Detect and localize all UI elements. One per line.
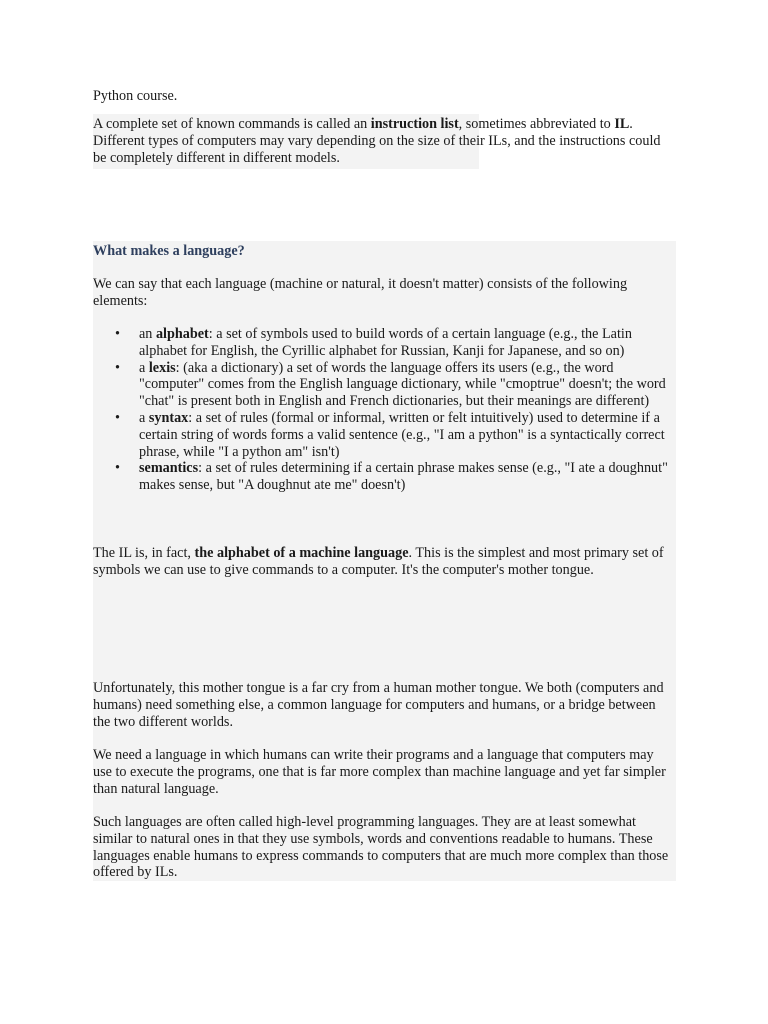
language-elements-list xyxy=(93,326,676,494)
section-heading: What makes a language? xyxy=(93,243,245,259)
list-item-term: syntax xyxy=(148,409,189,426)
list-item xyxy=(93,460,676,494)
il-text-before: The IL is, in fact, xyxy=(93,545,195,561)
bullet-icon: • xyxy=(115,326,120,342)
intro-bold-il: IL xyxy=(614,116,630,132)
mother-tongue-paragraph: Unfortunately, this mother tongue is a far cry from a human mother tongue. We both (computers and humans) need something else, a common language for computers and humans, or a bridge between the two different worlds. xyxy=(93,680,664,730)
intro-text-after: . Different types of computers may vary depending on the size of their ILs, and the instructions could be completely different in different models. xyxy=(93,116,661,166)
il-bold-alphabet: the alphabet of a machine language xyxy=(194,545,409,561)
list-item-prefix: a xyxy=(139,359,149,376)
bullet-icon: • xyxy=(115,409,120,426)
list-item-term: lexis xyxy=(148,359,176,376)
high-level-languages-paragraph: Such languages are often called high-level programming languages. They are at least somewhat similar to natural ones in that they use symbols, words and conventions readable to humans. These languages enable humans to express commands to computers that are much more complex than those offered by ILs. xyxy=(93,814,669,881)
language-need-paragraph: We need a language in which humans can write their programs and a language that computers may use to execute the programs, one that is far more complex than machine language and yet far simpler than natural language. xyxy=(93,747,666,797)
elements-intro-paragraph: We can say that each language (machine or natural, it doesn't matter) consists of the following elements: xyxy=(93,276,628,309)
intro-bold-instruction-list: instruction list xyxy=(370,116,459,132)
list-item xyxy=(93,360,676,410)
bullet-icon: • xyxy=(115,359,120,376)
list-item xyxy=(93,326,676,360)
list-item-text: : a set of rules (formal or informal, written or felt intuitively) used to determine if a certain string of words forms a valid sentence (e.g., "I am a python" is a syntactically correct phrase, while "I a python am" isn't) xyxy=(139,409,665,460)
list-item xyxy=(93,410,676,460)
intro-paragraph xyxy=(93,116,663,166)
list-item-text: : a set of rules determining if a certain phrase makes sense (e.g., "I ate a doughnut" makes sense, but "A doughnut ate me" doesn't) xyxy=(139,460,668,494)
bullet-icon: • xyxy=(115,460,120,477)
list-item-prefix: a xyxy=(139,409,149,426)
document-title: Python course. xyxy=(93,88,178,104)
list-item-text: : (aka a dictionary) a set of words the language offers its users (e.g., the word "computer" comes from the English language dictionary, while "cmoptrue" doesn't; the word "chat" is present both in English and French dictionaries, but their meanings are different) xyxy=(139,359,666,410)
intro-text-before: A complete set of known commands is called an xyxy=(93,116,371,132)
il-text-after: . This is the simplest and most primary set of symbols we can use to give commands to a computer. It's the computer's mother tongue. xyxy=(93,545,664,578)
list-item-term: semantics xyxy=(139,460,199,477)
list-item-term: alphabet xyxy=(155,326,209,342)
list-item-text: : a set of symbols used to build words of a certain language (e.g., the Latin alphabet for English, the Cyrillic alphabet for Russian, Kanji for Japanese, and so on) xyxy=(139,326,632,359)
list-item-prefix: an xyxy=(139,326,156,342)
il-alphabet-paragraph xyxy=(93,545,676,579)
intro-text-middle: , sometimes abbreviated to xyxy=(458,116,615,132)
